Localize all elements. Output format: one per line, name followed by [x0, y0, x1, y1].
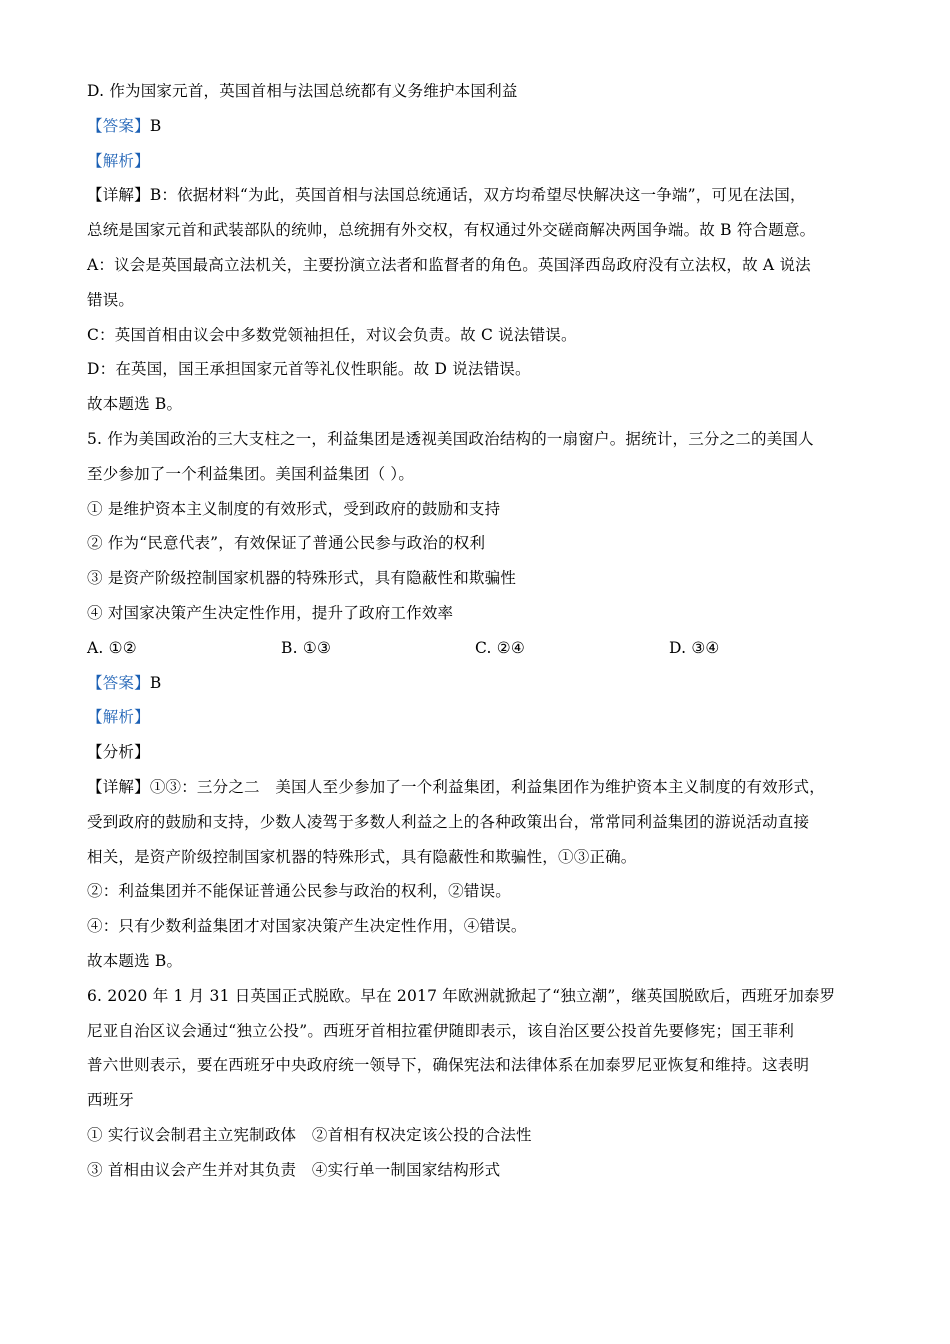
q5-item: ② 作为“民意代表”，有效保证了普通公民参与政治的权利	[87, 534, 486, 553]
answer-tag: 【答案】	[87, 673, 150, 692]
analysis-tag: 【解析】	[87, 708, 150, 727]
answer-value: B	[149, 116, 162, 135]
q5-stem: 5. 作为美国政治的三大支柱之一，利益集团是透视美国政治结构的一扇窗户。据统计，三分之二的美国人	[87, 429, 814, 448]
q5-option-a: A. ①②	[87, 638, 137, 657]
detail-text: B：依据材料“为此，英国首相与法国总统通话，双方均希望尽快解决这一争端”，可见在法国，	[149, 186, 806, 205]
q5-analysis-heading	[87, 700, 877, 735]
q5-item: ④ 对国家决策产生决定性作用，提升了政府工作效率	[87, 603, 454, 622]
analysis-tag: 【解析】	[87, 151, 150, 170]
detail-text: ①③：三分之二 美国人至少参加了一个利益集团，利益集团作为维护资本主义制度的有效形式，	[149, 777, 825, 796]
q5-answer	[87, 666, 877, 701]
q5-fenxi-heading: 【分析】	[87, 743, 150, 762]
q5-detail-line: 受到政府的鼓励和支持，少数人凌驾于多数人利益之上的各种政策出台，常常同利益集团的游说活动直接	[87, 812, 810, 831]
q6-stem: 6. 2020 年 1 月 31 日英国正式脱欧。早在 2017 年欧洲就掀起了“独立潮”，继英国脱欧后，西班牙加泰罗	[87, 986, 836, 1005]
q6-stem: 西班牙	[87, 1091, 135, 1110]
q6-items: ① 实行议会制君主立宪制政体 ②首相有权决定该公投的合法性	[87, 1125, 532, 1144]
q4-answer	[87, 109, 877, 144]
q5-option-d: D. ③④	[669, 638, 720, 657]
q5-detail-line: ②：利益集团并不能保证普通公民参与政治的权利，②错误。	[87, 882, 511, 901]
document-page	[87, 74, 877, 1188]
q5-detail-line	[87, 770, 877, 805]
q5-detail-line: 相关，是资产阶级控制国家机器的特殊形式，具有隐蔽性和欺骗性，①③正确。	[87, 847, 637, 866]
q4-detail-line: D：在英国，国王承担国家元首等礼仪性职能。故 D 说法错误。	[87, 360, 531, 379]
q5-options	[87, 631, 877, 666]
answer-tag: 【答案】	[87, 116, 150, 135]
q6-stem: 尼亚自治区议会通过“独立公投”。西班牙首相拉霍伊随即表示，该自治区要公投首先要修宪；国王菲利	[87, 1021, 795, 1040]
q5-option-b: B. ①③	[281, 638, 332, 657]
q4-detail-line: C：英国首相由议会中多数党领袖担任，对议会负责。故 C 说法错误。	[87, 325, 577, 344]
q4-detail-line: 总统是国家元首和武装部队的统帅，总统拥有外交权，有权通过外交磋商解决两国争端。故 B 符合题意。	[87, 221, 816, 240]
q5-item: ① 是维护资本主义制度的有效形式，受到政府的鼓励和支持	[87, 499, 501, 518]
q4-detail-line	[87, 178, 877, 213]
q5-option-c: C. ②④	[475, 638, 525, 657]
q5-stem: 至少参加了一个利益集团。美国利益集团（ ）。	[87, 464, 415, 483]
q6-stem: 普六世则表示，要在西班牙中央政府统一领导下，确保宪法和法律体系在加泰罗尼亚恢复和维持。这表明	[87, 1056, 810, 1075]
q5-conclusion: 故本题选 B。	[87, 951, 183, 970]
q4-detail-line: 错误。	[87, 290, 135, 309]
detail-tag: 【详解】	[87, 186, 150, 205]
detail-tag: 【详解】	[87, 777, 150, 796]
q4-option-d: D. 作为国家元首，英国首相与法国总统都有义务维护本国利益	[87, 82, 518, 100]
answer-value: B	[149, 673, 162, 692]
q6-items: ③ 首相由议会产生并对其负责 ④实行单一制国家结构形式	[87, 1160, 501, 1179]
q4-conclusion: 故本题选 B。	[87, 395, 183, 414]
q5-detail-line: ④：只有少数利益集团才对国家决策产生决定性作用，④错误。	[87, 917, 527, 936]
q4-analysis-heading	[87, 144, 877, 179]
q4-detail-line: A：议会是英国最高立法机关，主要扮演立法者和监督者的角色。英国泽西岛政府没有立法权，故 A 说法	[87, 255, 811, 274]
q5-item: ③ 是资产阶级控制国家机器的特殊形式，具有隐蔽性和欺骗性	[87, 569, 517, 588]
